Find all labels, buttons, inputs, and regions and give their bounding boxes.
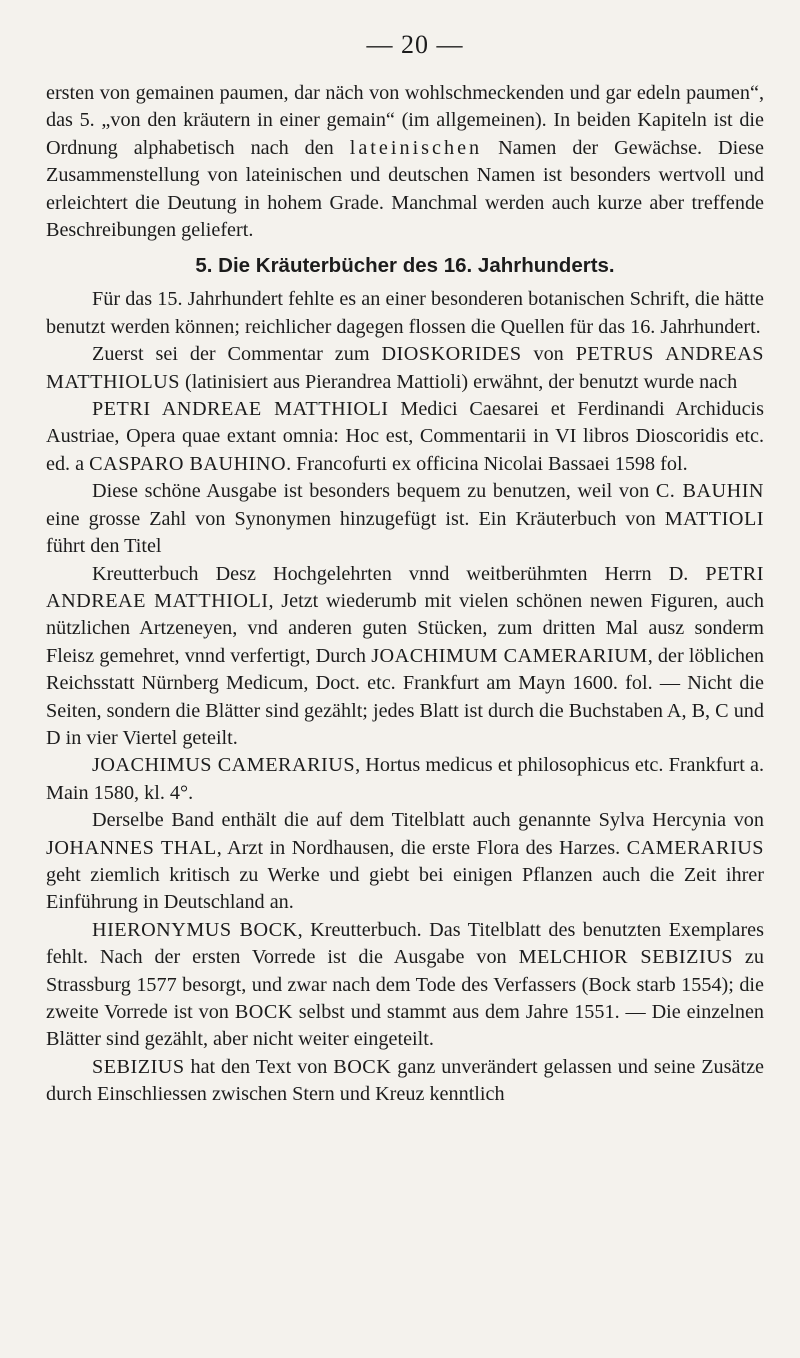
- paragraph-2: Für das 15. Jahrhundert fehlte es an einer besonderen botanischen Schrift, die hätte benutzt werden können; reichlicher dagegen flossen die Quellen für das 16. Jahrhundert.: [46, 288, 764, 338]
- author-name: MATTIOLI: [664, 507, 764, 530]
- page-number: — 20 —: [366, 30, 464, 59]
- author-name: HIERONYMUS BOCK: [92, 918, 298, 941]
- section-heading: 5. Die Kräuterbücher des 16. Jahrhunderts.: [195, 254, 615, 278]
- paragraph-9: HIERONYMUS BOCK, Kreutterbuch. Das Titelblatt des benutzten Exemplares fehlt. Nach der ersten Vorrede ist die Ausgabe von MELCHIOR SEBIZIUS zu Strassburg 1577 besorgt, und zwar nach dem Tode des Verfassers (Bock starb 1554); die zweite Vorrede ist von BOCK selbst und stammt aus dem Jahre 1551. — Die einzelnen Blätter sind gezählt, aber nicht weiter eingeteilt.: [46, 918, 764, 1051]
- author-name: CASPARO BAUHINO: [89, 452, 287, 475]
- paragraph-10: SEBIZIUS hat den Text von BOCK ganz unverändert gelassen und seine Zusätze durch Einschliessen zwischen Stern und Kreuz kenntlich: [46, 1055, 764, 1106]
- paragraph-8: Derselbe Band enthält die auf dem Titelblatt auch genannte Sylva Hercynia von JOHANNES THAL, Arzt in Nordhausen, die erste Flora des Harzes. CAMERARIUS geht ziemlich kritisch zu Werke und giebt bei einigen Pflanzen auch die Zeit ihrer Einführung in Deutschland an.: [46, 809, 765, 914]
- body-text: [46, 80, 764, 1109]
- paragraph-1: ersten von gemainen paumen, dar näch von wohlschmeckenden und gar edeln paumen“, das 5. „von den kräutern in einer gemain“ (im allgemeinen). In beiden Kapiteln ist die Ordnung alphabetisch nach den lateinischen Namen der Gewächse. Diese Zusammenstellung von lateinischen und deutschen Namen ist besonders wertvoll und erleichtert die Deutung in hohem Grade. Manchmal werden auch kurze aber treffende Beschreibungen geliefert.: [46, 82, 764, 242]
- paragraph-6-citation: Kreutterbuch Desz Hochgelehrten vnnd weitberühmten Herrn D. PETRI ANDREAE MATTHIOLI, Jetzt wiederumb mit vielen schönen newen Figuren, auch nützlichen Artzeneyen, vnd anderen guten Stücken, zum dritten Mal ausz sonderm Fleisz gemehret, vnnd verfertigt, Durch JOACHIMUM CAMERARIUM, der löblichen Reichsstatt Nürnberg Medicum, Doct. etc. Frankfurt am Mayn 1600. fol. — Nicht die Seiten, sondern die Blätter sind gezählt; jedes Blatt ist durch die Buchstaben A, B, C und D in vier Viertel geteilt.: [46, 562, 765, 749]
- author-name: MELCHIOR SEBIZIUS: [518, 946, 734, 969]
- author-name: BOCK: [333, 1055, 392, 1078]
- author-name: JOACHIMUM CAMERARIUM: [371, 644, 648, 667]
- author-name: PETRUS ANDREAS MATTHIOLUS: [46, 343, 765, 393]
- emphasis-spaced: lateinischen: [349, 136, 483, 159]
- paragraph-3: Zuerst sei der Commentar zum DIOSKORIDES von PETRUS ANDREAS MATTHIOLUS (latinisiert aus Pierandrea Mattioli) erwähnt, der benutzt wurde nach: [46, 343, 765, 393]
- author-name: PETRI ANDREAE MATTHIOLI: [92, 398, 389, 421]
- author-name: CAMERARIUS: [626, 836, 765, 859]
- author-name: C. BAUHIN: [655, 480, 764, 503]
- author-name: DIOSKORIDES: [381, 343, 522, 366]
- author-name: JOACHIMUS CAMERARIUS: [92, 754, 356, 777]
- author-name: SEBIZIUS: [92, 1055, 185, 1078]
- author-name: JOHANNES THAL: [46, 836, 217, 859]
- paragraph-5: Diese schöne Ausgabe ist besonders bequem zu benutzen, weil von C. BAUHIN eine grosse Zahl von Synonymen hinzugefügt ist. Ein Kräuterbuch von MATTIOLI führt den Titel: [46, 480, 764, 558]
- author-name: PETRI ANDREAE MATTHIOLI: [46, 562, 764, 612]
- author-name: BOCK: [234, 1001, 293, 1023]
- paragraph-4-citation: PETRI ANDREAE MATTHIOLI Medici Caesarei et Ferdinandi Archiducis Austriae, Opera quae extant omnia: Hoc est, Commentarii in VI libros Dioscoridis etc. ed. a CASPARO BAUHINO. Francofurti ex officina Nicolai Bassaei 1598 fol.: [46, 398, 764, 475]
- paragraph-7-citation: JOACHIMUS CAMERARIUS, Hortus medicus et philosophicus etc. Frankfurt a. Main 1580, kl. 4°.: [46, 754, 764, 804]
